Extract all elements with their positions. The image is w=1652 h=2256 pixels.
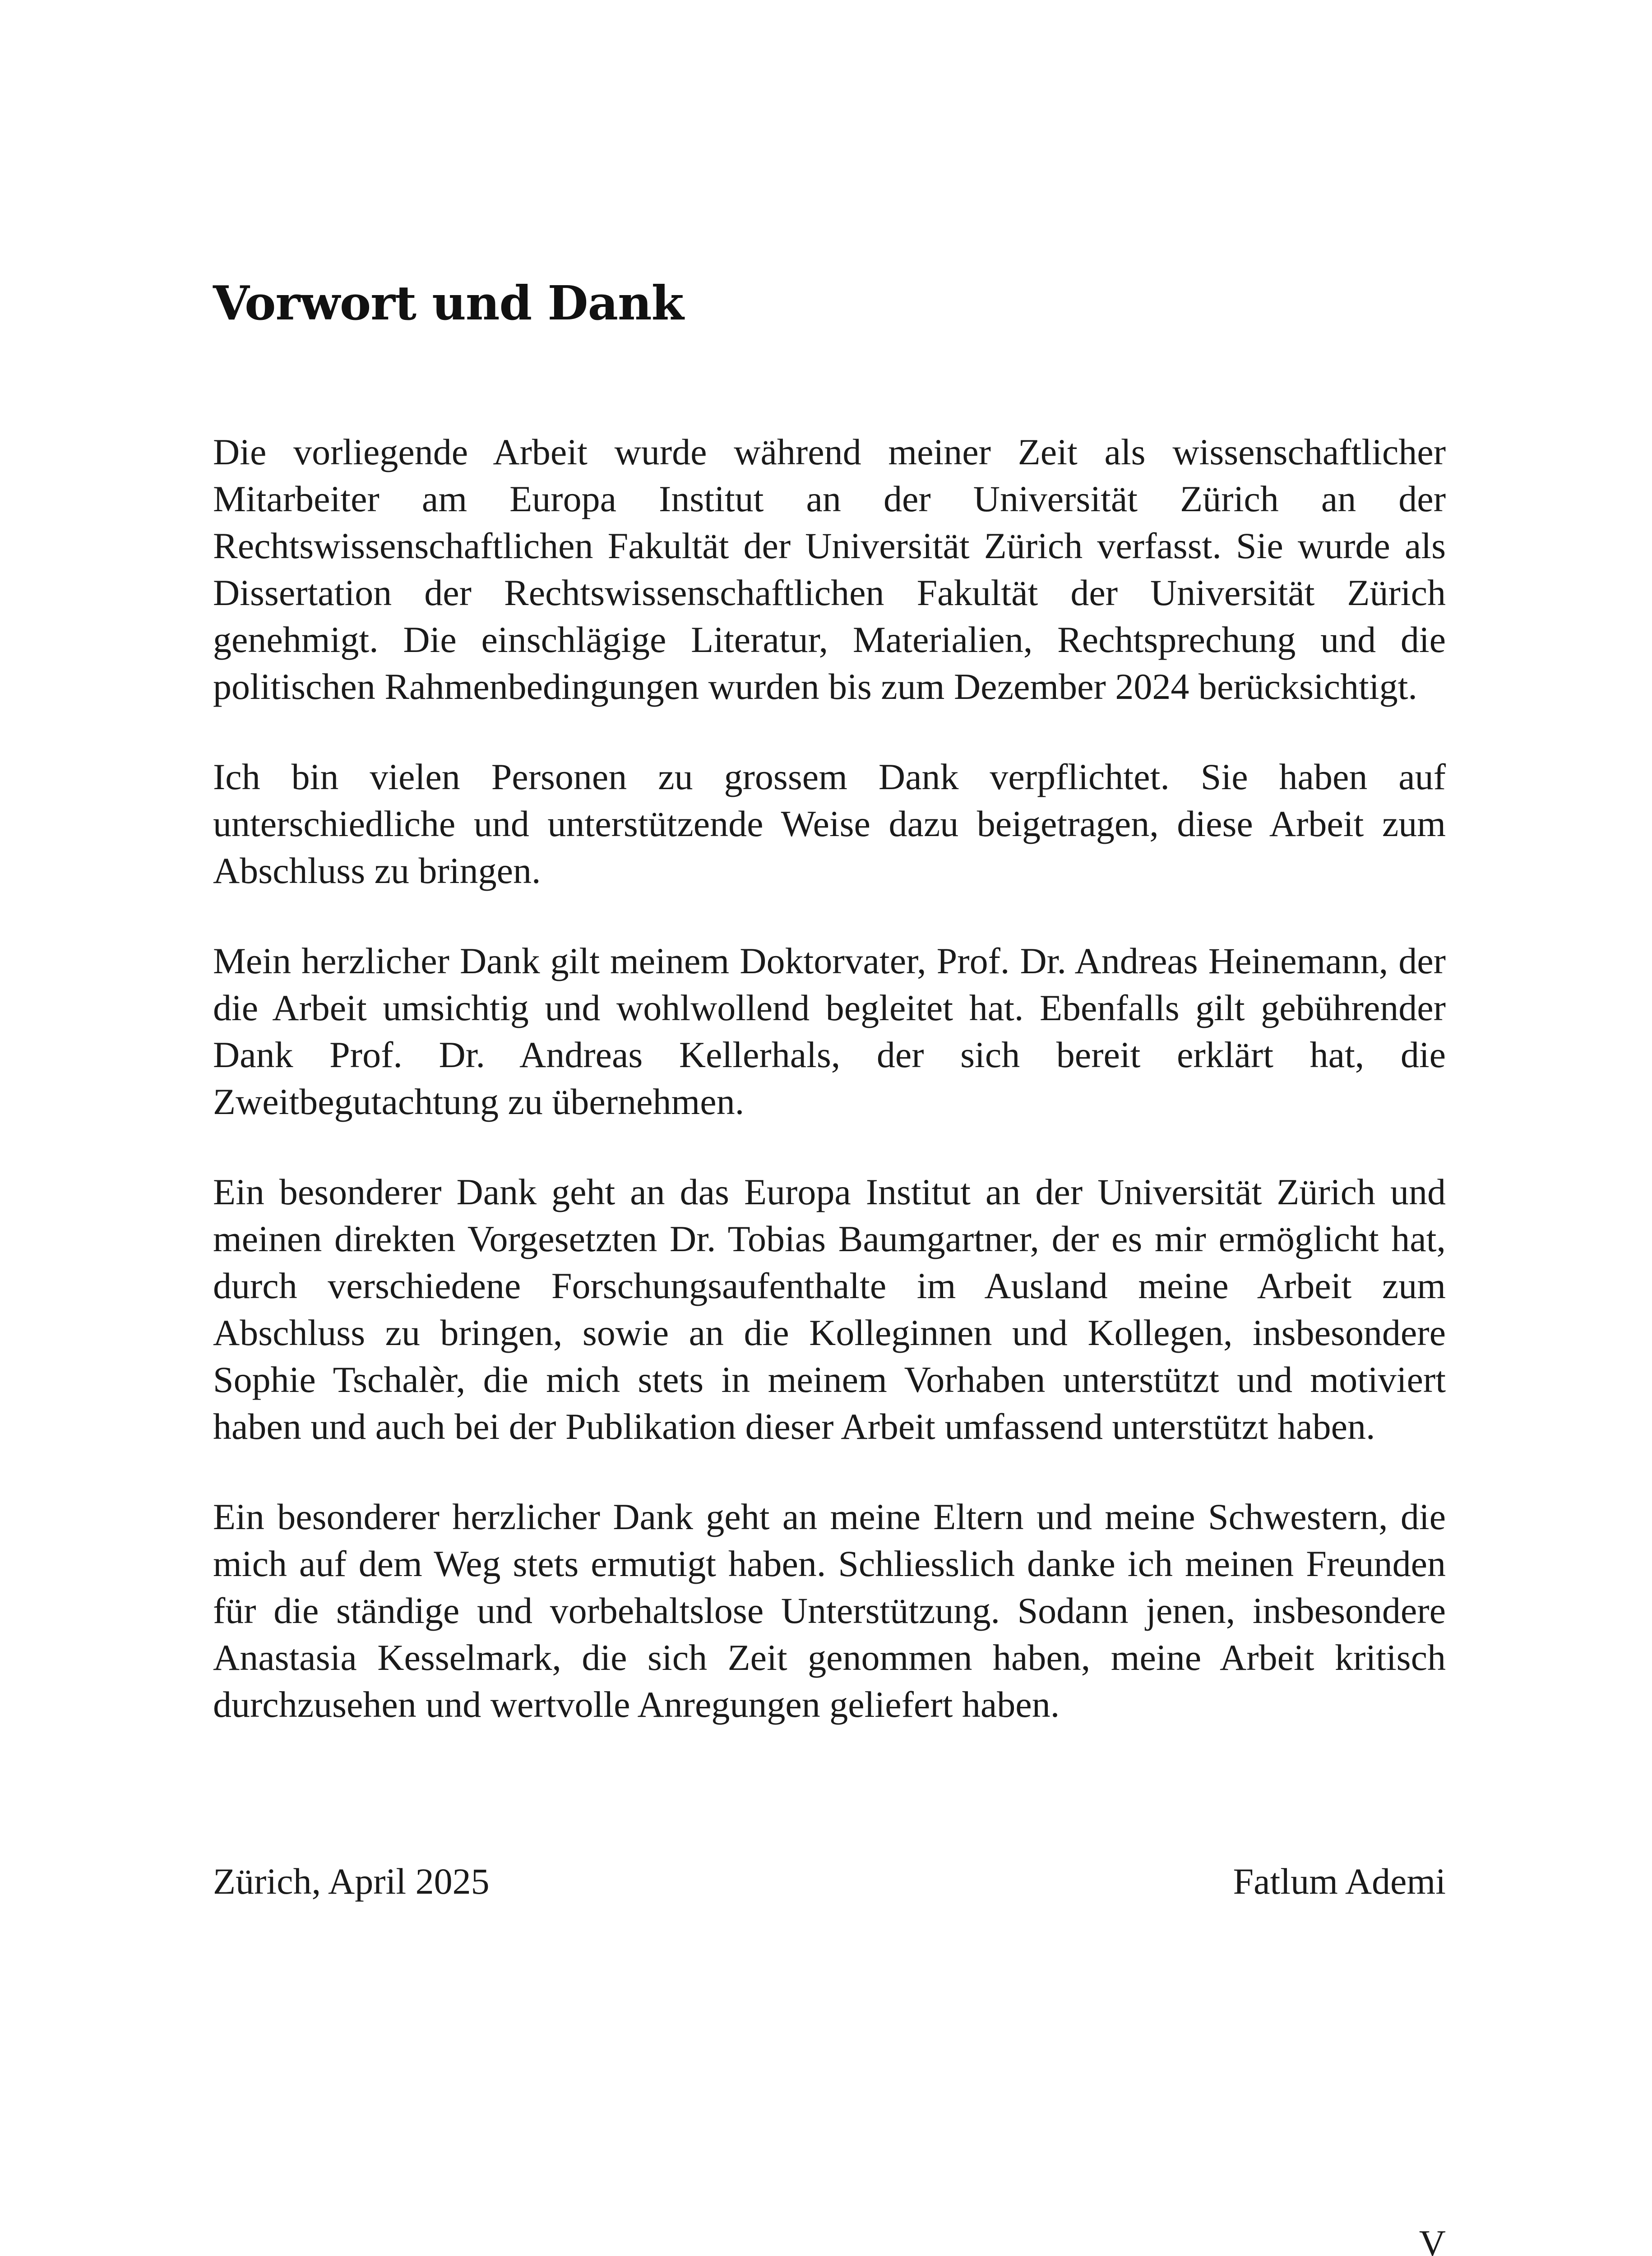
page-number: V — [1419, 2223, 1446, 2256]
author-name: Fatlum Ademi — [1233, 1861, 1446, 1902]
place-date: Zürich, April 2025 — [213, 1861, 490, 1902]
body-text — [213, 429, 1446, 1771]
page-title: Vorwort und Dank — [213, 275, 684, 331]
paragraph-5: Ein besonderer herzlicher Dank geht an meine Eltern und meine Schwestern, die mich auf dem Weg stets ermutigt haben. Schliesslich danke ich meinen Freunden für die ständige und vorbehaltslose Unterstützung. Sodann jenen, insbesondere Anastasia Kesselmark, die sich Zeit genommen haben, meine Arbeit kritisch durchzusehen und wertvolle Anregungen geliefert haben. — [213, 1496, 1446, 1725]
paragraph-3: Mein herzlicher Dank gilt meinem Doktorvater, Prof. Dr. Andreas Heinemann, der die Arbeit umsichtig und wohlwollend begleitet hat. Ebenfalls gilt gebührender Dank Prof. Dr. Andreas Kellerhals, der sich bereit erklärt hat, die Zweitbegutachtung zu übernehmen. — [213, 940, 1446, 1122]
paragraph-4: Ein besonderer Dank geht an das Europa Institut an der Universität Zürich und meinen direkten Vorgesetzten Dr. Tobias Baumgartner, der es mir ermöglicht hat, durch verschiedene Forschungsaufenthalte im Ausland meine Arbeit zum Abschluss zu bringen, sowie an die Kolleginnen und Kollegen, insbesondere Sophie Tschalèr, die mich stets in meinem Vorhaben unterstützt und motiviert haben und auch bei der Publikation dieser Arbeit umfassend unterstützt haben. — [213, 1171, 1446, 1447]
paragraph-2: Ich bin vielen Personen zu grossem Dank verpflichtet. Sie haben auf unterschiedliche und unterstützende Weise dazu beigetragen, diese Arbeit zum Abschluss zu bringen. — [213, 756, 1446, 891]
closing-line — [213, 1858, 1446, 1905]
paragraph-1: Die vorliegende Arbeit wurde während meiner Zeit als wissenschaftlicher Mitarbeiter am Europa Institut an der Universität Zürich an der Rechtswissenschaftlichen Fakultät der Universität Zürich verfasst. Sie wurde als Dissertation der Rechtswissenschaftlichen Fakultät der Universität Zürich genehmigt. Die einschlägige Literatur, Materialien, Rechtsprechung und die politischen Rahmenbedingungen wurden bis zum Dezember 2024 berücksichtigt. — [213, 431, 1446, 707]
